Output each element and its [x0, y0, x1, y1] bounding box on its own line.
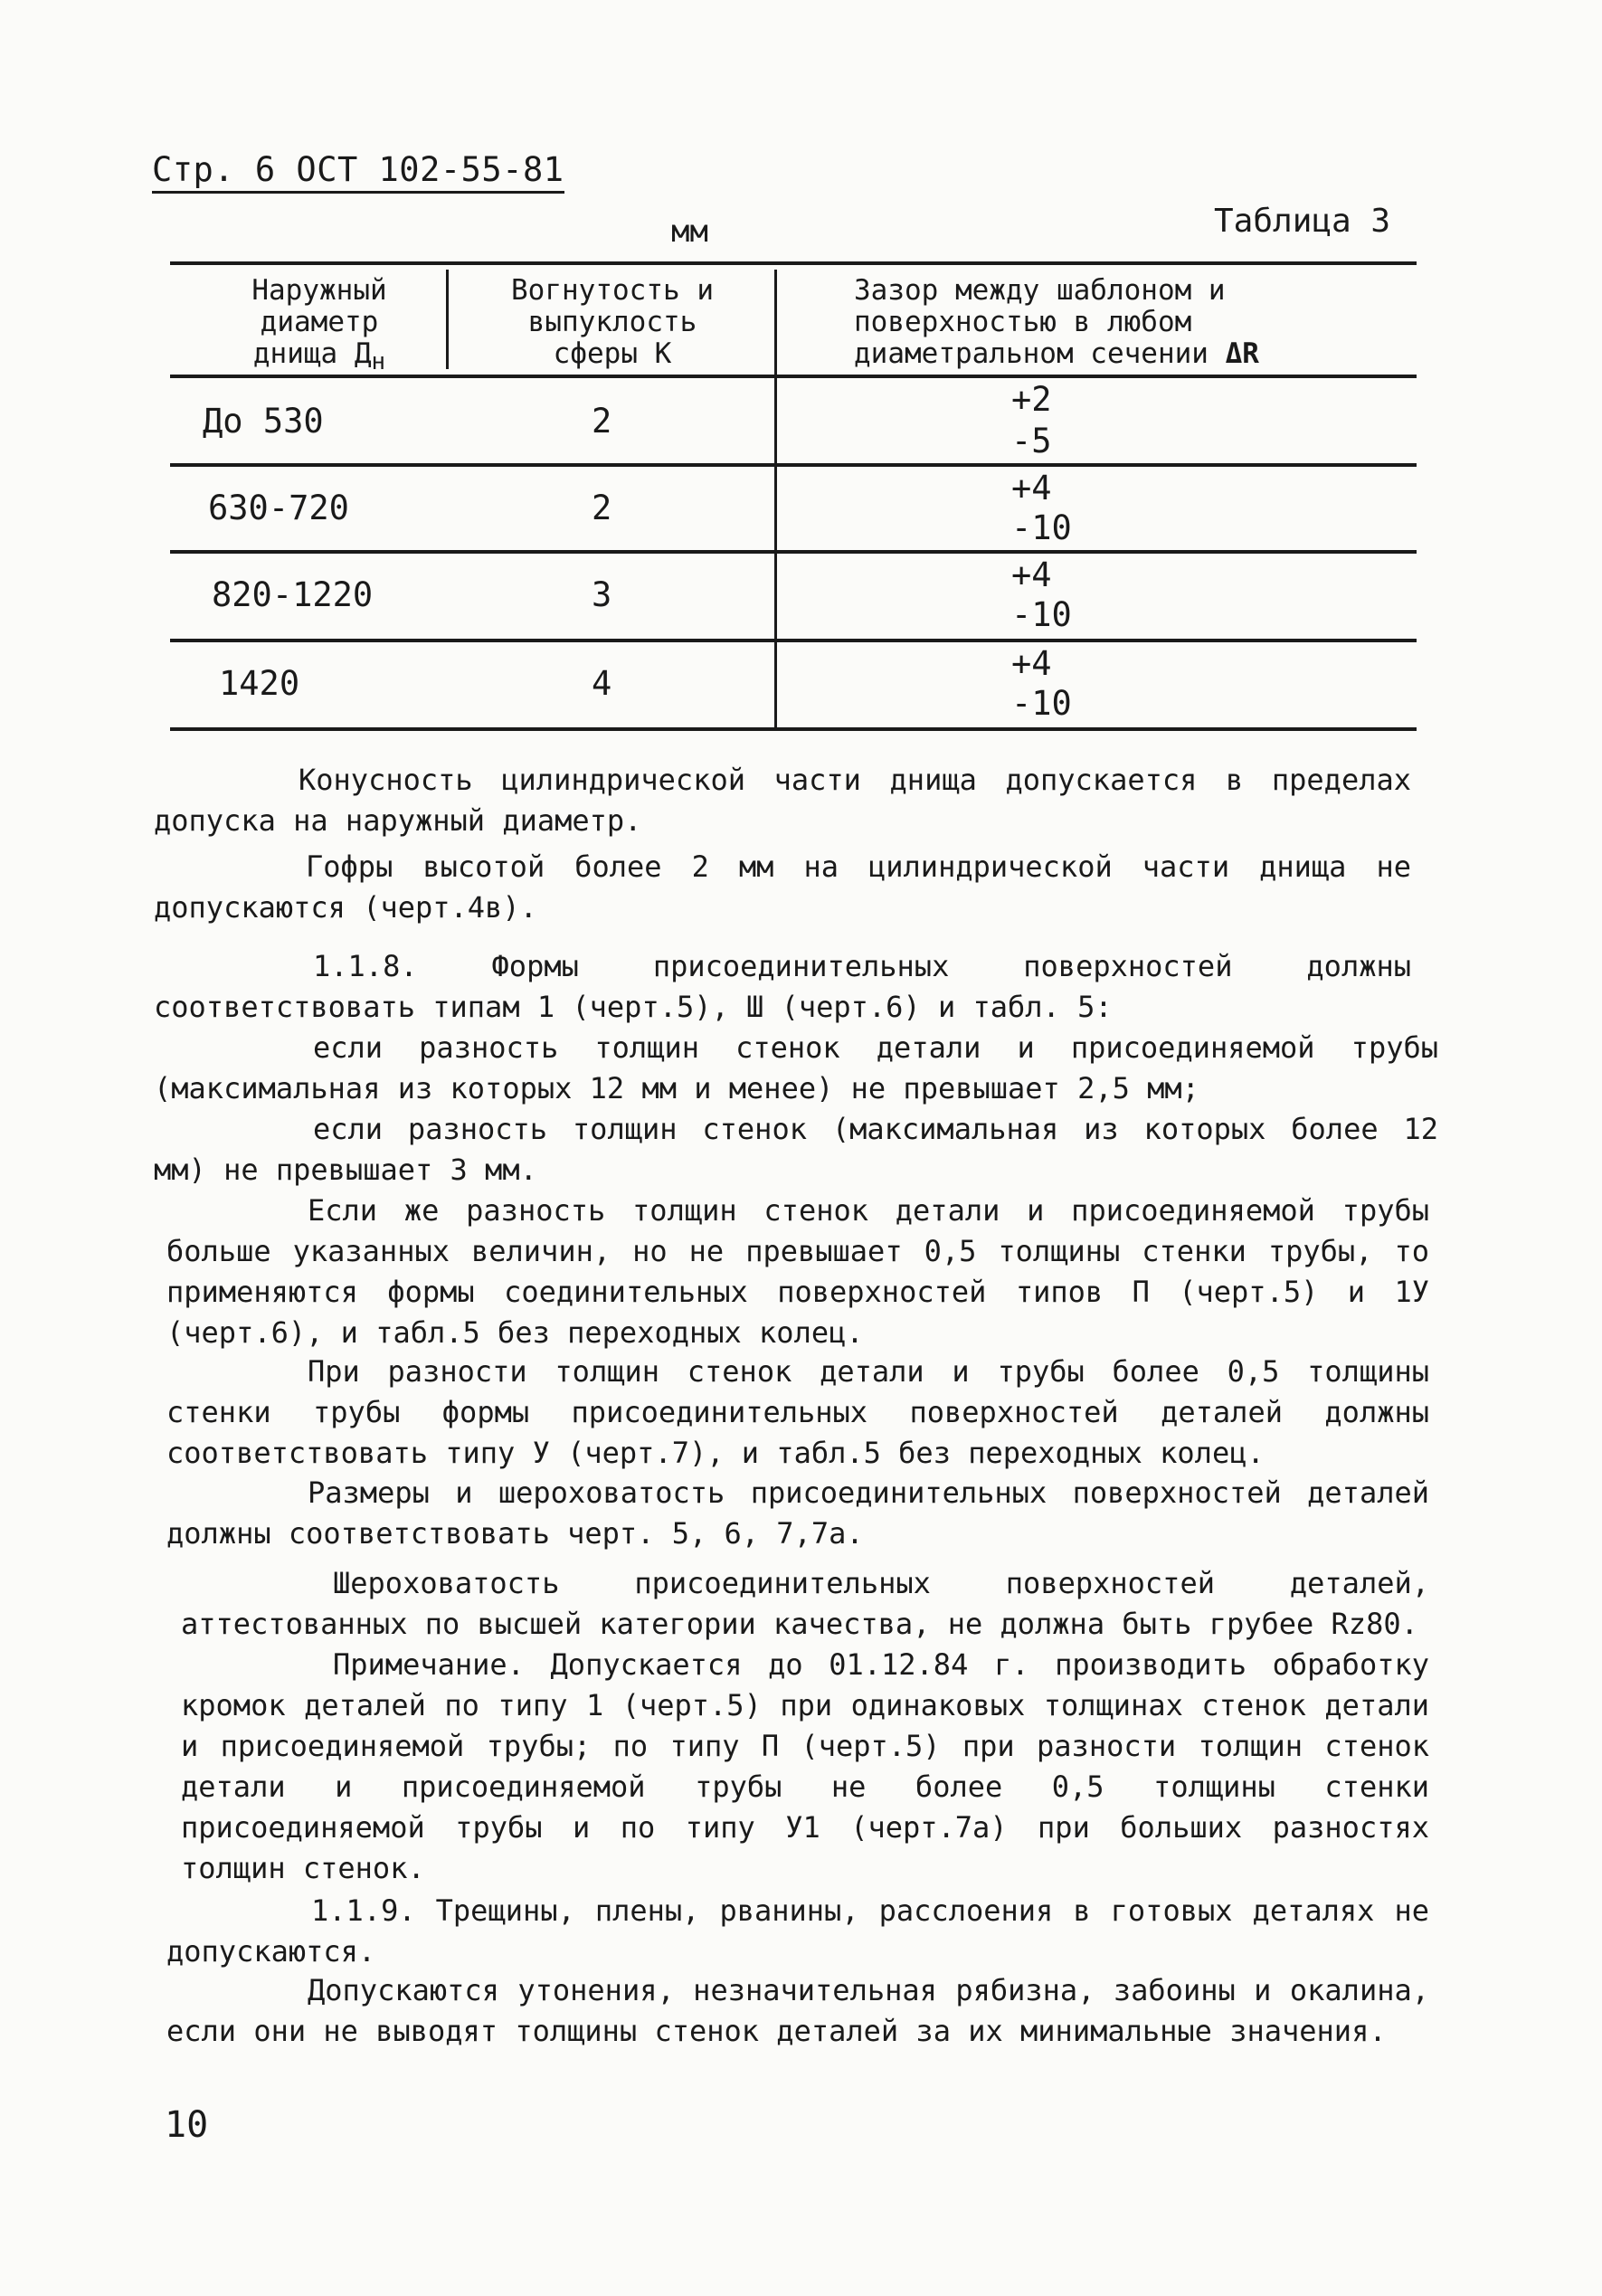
page-number: 10 — [165, 2104, 209, 2146]
table-row-rule — [170, 550, 1417, 554]
table-cell-k: 3 — [592, 575, 612, 614]
paragraph-allowed-defects: Допускаются утонения, незначительная рябизна, забоины и окалина, если они не выводят толщины стенок деталей за их минимальные значения. — [166, 1973, 1429, 2048]
table-cell-minus: -10 — [1011, 595, 1072, 634]
paragraph-taper: Конусность цилиндрической части днища допускается в пределах допуска на наружный диаметр. — [154, 763, 1411, 838]
table-cell-diameter: 1420 — [219, 664, 300, 703]
table-top-rule — [170, 261, 1417, 265]
paragraph-1-1-9: 1.1.9. Трещины, плены, рванины, расслоения в готовых деталях не допускаются. — [166, 1893, 1429, 1969]
table-cell-minus: -5 — [1011, 422, 1052, 460]
table-cell-plus: +4 — [1011, 555, 1052, 594]
table-cell-diameter: До 530 — [203, 402, 324, 441]
table-cell-diameter: 630-720 — [208, 489, 349, 527]
paragraph-corrugations: Гофры высотой более 2 мм на цилиндрической части днища не допускаются (черт.4в). — [154, 849, 1411, 925]
table-cell-plus: +4 — [1011, 469, 1052, 508]
table-cell-k: 2 — [592, 489, 612, 527]
paragraph-condition-1: если разность толщин стенок детали и присоединяемой трубы (максимальная из которых 12 мм и менее) не превышает 2,5 мм; — [154, 1030, 1438, 1105]
column-header-gap: Зазор между шаблоном и поверхностью в любом диаметральном сечении ΔR — [854, 274, 1259, 370]
paragraph-type-u: При разности толщин стенок детали и трубы более 0,5 толщины стенки трубы формы присоединительных поверхностей деталей должны соответствовать типу У (черт.7), и табл.5 без переходных колец. — [166, 1354, 1429, 1470]
unit-label: мм — [671, 213, 708, 250]
table-cell-diameter: 820-1220 — [212, 575, 374, 614]
page-reference: Стр. 6 ОСТ 102-55-81 — [152, 150, 564, 194]
paragraph-roughness: Шероховатость присоединительных поверхностей деталей, аттестованных по высшей категории качества, не должна быть грубее Rz80. — [181, 1566, 1429, 1641]
table-title: Таблица 3 — [1214, 203, 1391, 240]
table-cell-k: 4 — [592, 664, 612, 703]
table-cell-plus: +4 — [1011, 644, 1052, 683]
paragraph-condition-2: если разность толщин стенок (максимальная из которых более 12 мм) не превышает 3 мм. — [154, 1112, 1438, 1187]
paragraph-types-p-1u: Если же разность толщин стенок детали и присоединяемой трубы больше указанных величин, но не превышает 0,5 толщины стенки трубы, то применяются формы соединительных поверхностей типов П (черт.5) и 1У (черт.6), и табл.5 без переходных колец. — [166, 1193, 1429, 1350]
delta-r-symbol: ΔR — [1225, 337, 1259, 370]
table-row-rule — [170, 639, 1417, 642]
table-row-rule — [170, 463, 1417, 467]
table-cell-plus: +2 — [1011, 380, 1052, 419]
table-cell-minus: -10 — [1011, 508, 1072, 547]
table-bottom-rule — [170, 727, 1417, 731]
column-header-concavity: Вогнутость и выпуклость сферы К — [511, 274, 714, 370]
table-cell-k: 2 — [592, 402, 612, 441]
paragraph-note: Примечание. Допускается до 01.12.84 г. производить обработку кромок деталей по типу 1 (черт.5) при одинаковых толщинах стенок детали и присоединяемой трубы; по типу П (черт.5) при разности толщин стенок детали и присоединяемой трубы не более 0,5 толщины стенки присоединяемой трубы и по типу У1 (черт.7а) при больших разностях толщин стенок. — [181, 1647, 1429, 1885]
table-column-divider — [446, 270, 449, 369]
column-header-diameter: Наружный диаметр днища $Д_н$ — [251, 274, 387, 376]
table-column-divider — [774, 270, 777, 729]
paragraph-dimensions: Размеры и шероховатость присоединительных поверхностей деталей должны соответствовать черт. 5, 6, 7,7а. — [166, 1475, 1429, 1551]
paragraph-1-1-8: 1.1.8. Формы присоединительных поверхностей должны соответствовать типам 1 (черт.5), Ш (черт.6) и табл. 5: — [154, 949, 1411, 1024]
table-cell-minus: -10 — [1011, 684, 1072, 723]
